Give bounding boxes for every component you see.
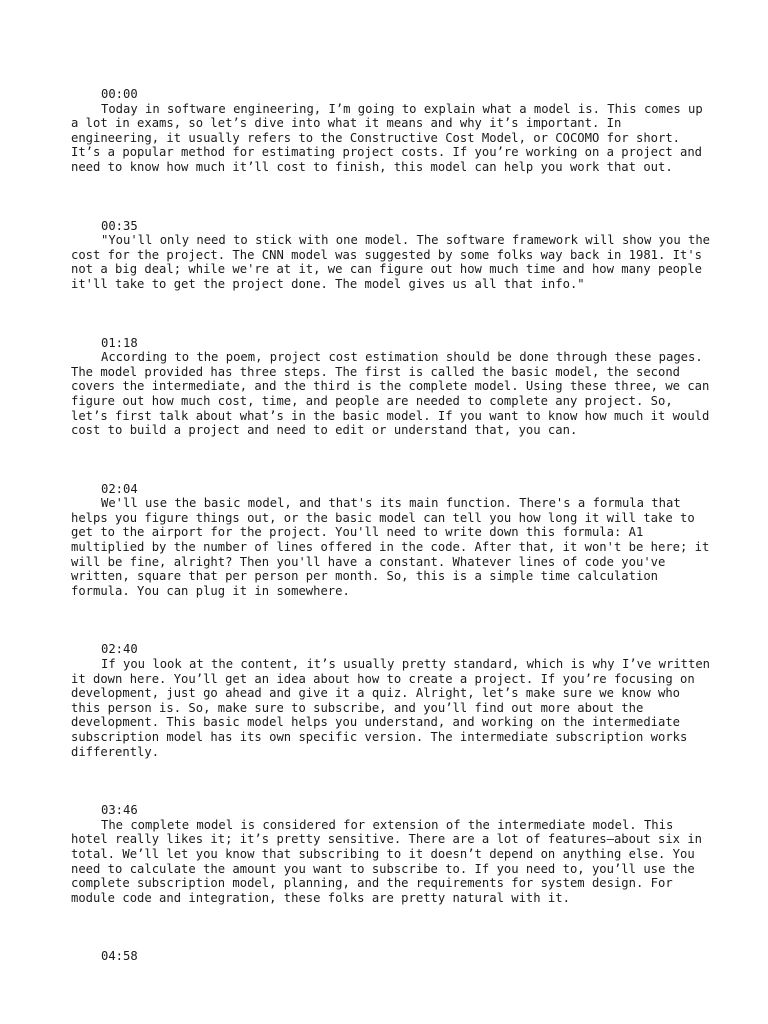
transcript-segment <box>71 642 711 759</box>
segment-timestamp: 03:46 <box>101 803 138 818</box>
transcript-segment <box>71 949 711 964</box>
segment-text: If you look at the content, it’s usually pretty standard, which is why I’ve written it down here. You’ll get an idea about how to create a project. If you’re focusing on development, just go ahead and give it a quiz. Alright, let’s make sure we know who this person is. So, make sure to subscribe, and you’ll find out more about the development. This basic model helps you understand, and working on the intermediate subscription model has its own specific version. The intermediate subscription works differently. <box>71 657 711 759</box>
transcript-segment <box>71 219 711 292</box>
segment-timestamp: 04:58 <box>101 949 138 964</box>
segment-timestamp: 02:40 <box>101 642 138 657</box>
segment-timestamp: 00:35 <box>101 218 138 233</box>
segment-timestamp: 00:00 <box>101 87 138 101</box>
transcript-segment <box>71 482 711 599</box>
transcript-segment <box>71 87 711 175</box>
segment-text: "You'll only need to stick with one model. The software framework will show you the cost for the project. The CNN model was suggested by some folks way back in 1981. It's not a big deal; while we're at it, we can figure out how much time and how many people it'll take to get the project done. The model gives us all that info." <box>71 233 711 291</box>
segment-text: We'll use the basic model, and that's its main function. There's a formula that helps you figure things out, or the basic model can tell you how long it will take to get to the airport for the project. You'll need to write down this formula: A1 multiplied by the number of lines offered in the code. After that, it won't be here; it will be fine, alright? Then you'll have a constant. Whatever lines of code you've written, square that per person per month. So, this is a simple time calculation formula. You can plug it in somewhere. <box>71 496 710 598</box>
segment-text: According to the poem, project cost estimation should be done through these pages. The model provided has three steps. The first is called the basic model, the second covers the intermediate, and the third is the complete model. Using these three, we can figure out how much cost, time, and people are needed to complete any project. So, let’s first talk about what’s in the basic model. If you want to know how much it would cost to build a project and need to edit or understand that, you can. <box>71 350 710 438</box>
transcript-page <box>71 87 711 964</box>
segment-timestamp: 01:18 <box>101 335 138 350</box>
transcript-segment <box>71 336 711 438</box>
segment-text: The complete model is considered for extension of the intermediate model. This hotel really likes it; it’s pretty sensitive. There are a lot of features—about six in total. We’ll let you know that subscribing to it doesn’t depend on anything else. You need to calculate the amount you want to subscribe to. If you need to, you’ll use the complete subscription model, planning, and the requirements for system design. For module code and integration, these folks are pretty natural with it. <box>71 817 703 905</box>
segment-timestamp: 02:04 <box>101 481 138 496</box>
segment-text: Today in software engineering, I’m going to explain what a model is. This comes up a lot in exams, so let’s dive into what it means and why it’s important. In engineering, it usually refers to the Constructive Cost Model, or COCOMO for short. It’s a popular method for estimating project costs. If you’re working on a project and need to know how much it’ll cost to finish, this model can help you work that out. <box>71 101 703 174</box>
transcript-segment <box>71 803 711 905</box>
